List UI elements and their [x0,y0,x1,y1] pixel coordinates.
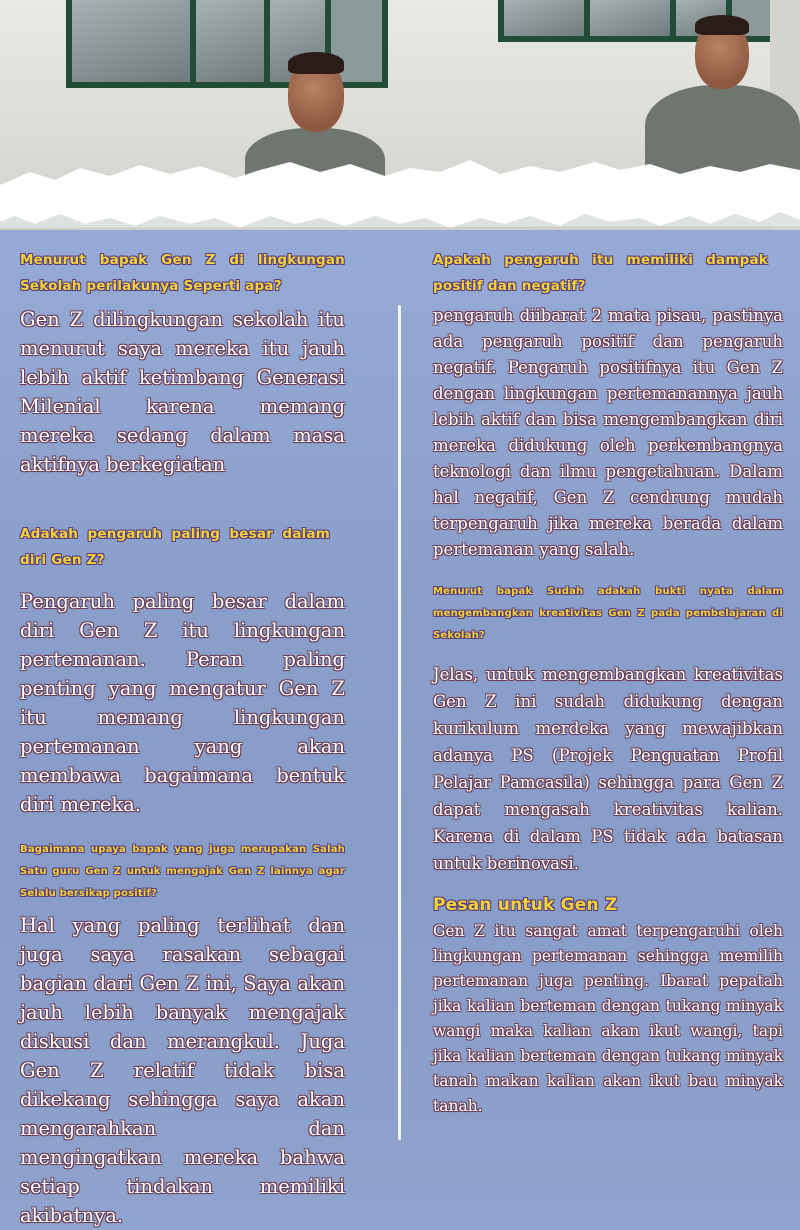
question-teacher-efforts: Bagaimana upaya bapak yang juga merupakan Salah Satu guru Gen Z untuk mengajak Gen Z lainnya agar Selalu bersikap positif? [20,844,345,899]
question-biggest-influence: Adakah pengaruh paling besar dalam diri Gen Z? [20,526,330,568]
message-for-gen-z: Gen Z itu sangat amat terpengaruhi oleh lingkungan pertemanan sehingga memilih pertemanan juga penting. Ibarat pepatah jika kalian berteman dengan tukang minyak wangi maka kalian akan ikut wangi, tapi jika kalian berteman dengan tukang minyak tanah makan kalian akan ikut bau minyak tanah. [433,922,783,1115]
right-column [433,247,783,1119]
question-positive-negative-impact: Apakah pengaruh itu memiliki dampak positif dan negatif? [433,252,768,294]
interviewee-right [640,15,800,165]
answer-teacher-efforts: Hal yang paling terlihat dan juga saya rasakan sebagai bagian dari Gen Z ini, Saya akan jauh lebih banyak mengajak diskusi dan merangkul. Juga Gen Z relatif tidak bisa dikekang sehingga saya akan mengarahkan dan mengingatkan mereka bahwa setiap tindakan memiliki akibatnya. [20,914,345,1227]
question-creativity-evidence: Menurut bapak Sudah adakah bukti nyata dalam mengembangkan kreativitas Gen Z pada pembelajaran di Sekolah? [433,586,783,641]
answer-positive-negative-impact: pengaruh diibarat 2 mata pisau, pastinya ada pengaruh positif dan pengaruh negatif. Pengaruh positifnya itu Gen Z dengan lingkungan pertemanannya jauh lebih aktif dan bisa mengembangkan diri mereka didukung oleh perkembangnya teknologi dan ilmu pengetahuan. Dalam hal negatif, Gen Z cendrung mudah terpengaruh jika mereka berada dalam pertemanan yang salah. [433,306,783,559]
left-column [20,247,345,1230]
question-gen-z-behavior: Menurut bapak Gen Z di lingkungan Sekolah perilakunya Seperti apa? [20,252,345,294]
column-divider [398,305,401,1140]
answer-biggest-influence: Pengaruh paling besar dalam diri Gen Z itu lingkungan pertemanan. Peran paling penting yang mengatur Gen Z itu memang lingkungan pertemanan yang akan membawa bagaimana bentuk diri mereka. [20,590,345,816]
message-title: Pesan untuk Gen Z [433,895,618,915]
answer-gen-z-behavior: Gen Z dilingkungan sekolah itu menurut saya mereka itu jauh lebih aktif ketimbang Generasi Milenial karena memang mereka sedang dalam masa aktifnya berkegiatan [20,308,345,476]
answer-creativity-evidence: Jelas, untuk mengembangkan kreativitas Gen Z ini sudah didukung dengan kurikulum merdeka yang mewajibkan adanya PS (Projek Penguatan Profil Pelajar Pamcasila) sehingga para Gen Z dapat mengasah kreativitas kalian. Karena di dalam PS tidak ada batasan untuk berinovasi. [433,665,783,873]
